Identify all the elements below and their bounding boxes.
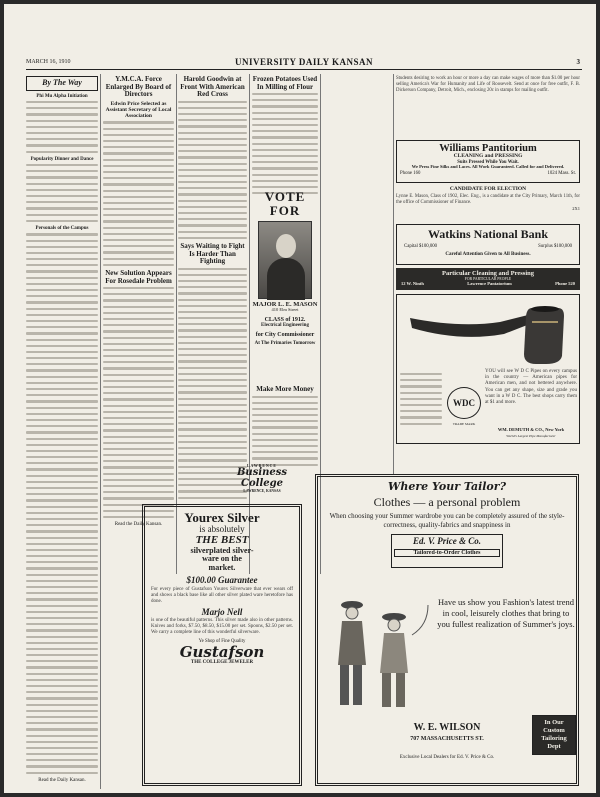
read-kansan: Read the Daily Kansan.	[114, 522, 163, 528]
wdc-maker: WM. DEMUTH & CO., New York	[497, 427, 565, 432]
wdc-badge	[447, 387, 481, 419]
cleaning-title: Particular Cleaning and Pressing	[441, 270, 535, 277]
yourex-pattern-copy: is one of the beautiful patterns. This silver made also in other patterns. Knives and forks, $7.50, $8.50, $15.00 per set. Spoons, $2.50 per set. We carry a complete line of this wonderful silverware.	[151, 617, 293, 635]
item-heading: Personals of the Campus	[35, 225, 89, 231]
bank-figures	[404, 244, 572, 249]
vote-for-ad	[251, 190, 319, 380]
article-title: Harold Goodwin at Front With American Red Cross	[180, 75, 245, 99]
gentlemen-illustration	[324, 595, 432, 713]
column-rule	[100, 74, 101, 789]
yourex-store: Gustafson	[179, 643, 265, 662]
cleaning-footer	[398, 281, 578, 286]
bank-surplus: Surplus $100,000	[538, 243, 572, 249]
bc-top: LAWRENCE	[247, 464, 277, 468]
column-rule	[249, 74, 250, 574]
article-title: New Solution Appears For Rosedale Problem	[105, 268, 172, 285]
text-block	[26, 233, 98, 774]
text-block	[252, 396, 318, 466]
yourex-l4: ware on the	[202, 554, 242, 564]
candidate-dept: Electrical Engineering	[261, 323, 309, 329]
price-label	[391, 534, 503, 568]
candidate-notice-code: 2X1	[572, 205, 580, 211]
wdc-badge-text: WDC	[453, 398, 475, 408]
yourex-name: Yourex Silver	[184, 510, 260, 525]
bc-city: LAWRENCE, KANSAS	[243, 488, 281, 493]
candidate-address: 410 Elm Street	[271, 307, 299, 313]
article-subtitle: Edwin Price Selected as Assistant Secretary of Local Association	[105, 100, 172, 119]
cleaning-left: 12 W. Ninth	[401, 281, 424, 287]
yourex-l2: THE BEST	[195, 533, 249, 546]
column-3	[178, 76, 247, 464]
cleaning-sub: FOR PARTICULAR PEOPLE	[464, 277, 512, 282]
column-1	[26, 76, 98, 788]
candidate-notice-text: Lynne E. Mason, Class of 1902, Elec. Eng., is a candidate at the City Primary, March 11th, for the office of Commissioner of Finance.	[396, 193, 580, 205]
yourex-ye-shop: Ye Shop of Fine Quality	[198, 638, 246, 644]
masthead	[26, 56, 582, 70]
cleaning-right: Phone 520	[555, 281, 575, 287]
yourex-guarantee: $100.00 Guarantee	[186, 574, 258, 585]
wilson-have: Have us show you Fashion's latest trend in cool, leisurely clothes that bring to you fullest realization of Summer's joys.	[437, 597, 575, 629]
price-label-line2: Tailored-to-Order Clothes	[394, 549, 500, 557]
column-rule	[393, 74, 394, 474]
pantitorium-deliver: We Press Fine Silks and Laces. All Work Guaranteed. Called for and Delivered.	[411, 164, 565, 170]
wdc-side-copy	[400, 371, 442, 431]
yourex-l5: market.	[208, 562, 236, 572]
by-the-way-heading: By The Way	[42, 78, 82, 87]
cleaning-ad	[396, 268, 580, 290]
custom-tailoring-badge: In Our Custom Tailoring Dept	[532, 715, 576, 755]
student-work-ad: Students desiring to work an hour or more a day can make wages of more than $1.00 per hour selling America's War for Humanity and Life of Roosevelt. Send at once for free outfit, F. B. Dickerson Company, Detroit, Mich., enclosing 20c in stamps for mailing outfit.	[396, 76, 580, 93]
bank-tagline: Careful Attention Given to All Business.	[445, 251, 531, 257]
yourex-pattern: Marjo Nell	[201, 607, 243, 618]
article-title: Make More Money	[256, 385, 314, 393]
wilson-intro: When choosing your Summer wardrobe you can be completely assured of the style-correctness, quality-fabrics and snappiness in	[329, 511, 565, 529]
article-title: Y.M.C.A. Force Enlarged By Board of Directors	[105, 75, 172, 99]
wdc-sub: World's Largest Pipe Manufacturer	[506, 434, 556, 438]
item-heading: Phi Mu Alpha Initiation	[36, 93, 88, 99]
column-rule	[176, 74, 177, 574]
wilson-headline: Where Your Tailor?	[387, 480, 507, 493]
portrait-uniform	[267, 258, 305, 300]
wilson-clothes-ad	[315, 474, 579, 786]
wilson-address: 707 MASSACHUSETTS ST.	[410, 736, 484, 742]
pantitorium-name: Williams Pantitorium	[439, 143, 537, 154]
pantitorium-address: 1024 Mass. St.	[547, 171, 576, 177]
column-4-lower	[252, 386, 318, 476]
text-block	[178, 101, 247, 239]
wilson-dealer: Exclusive Local Dealers for Ed. V. Price & Co.	[399, 755, 495, 760]
wdc-copy: YOU will see W D C Pipes on every campus in the country — American pipes for American men, and not bettered anywhere. You can get any shape, size and grade you want in a W D C. The best shops carry them at $1 and more.	[485, 369, 577, 406]
article-title: Says Waiting to Fight Is Harder Than Fighting	[180, 241, 245, 266]
wdc-trademark: TRADE MARK	[452, 422, 476, 426]
candidate-class: CLASS of 1912.	[264, 316, 306, 323]
candidate-office: for City Commissioner	[255, 331, 315, 338]
read-kansan: Read the Daily Kansan.	[38, 777, 86, 783]
by-the-way-box	[26, 76, 98, 91]
vote-heading: VOTE FOR	[264, 189, 306, 219]
pantitorium-tag: Suits Pressed While You Wait.	[457, 160, 519, 166]
bank-name: Watkins National Bank	[427, 227, 549, 241]
candidate-name: MAJOR L. E. MASON	[252, 301, 318, 309]
portrait-face	[276, 234, 296, 258]
text-block	[103, 121, 174, 266]
candidate-notice	[396, 187, 580, 221]
primaries-note: At The Primaries Tomorrow	[254, 341, 316, 347]
pantitorium-phone: Phone 160	[400, 171, 421, 177]
yourex-silver-ad	[142, 504, 302, 786]
pipe-illustration	[400, 298, 576, 366]
candidate-portrait	[258, 221, 312, 299]
wilson-clothes: Clothes — a personal problem	[373, 494, 521, 509]
newspaper-page	[4, 4, 596, 793]
text-block	[26, 164, 98, 222]
text-block	[26, 101, 98, 153]
yourex-l1: is absolutely	[199, 524, 245, 535]
article-title: Frozen Potatoes Used In Milling of Flour	[252, 75, 318, 91]
masthead-title: UNIVERSITY DAILY KANSAN	[234, 57, 374, 67]
masthead-date: MARCH 16, 1910	[26, 59, 71, 65]
masthead-page: 3	[576, 58, 580, 66]
item-heading: Popularity Dinner and Dance	[30, 156, 94, 162]
text-block	[252, 93, 318, 194]
pantitorium-ad	[396, 140, 580, 183]
yourex-store-sub: THE COLLEGE JEWELER	[190, 660, 254, 666]
yourex-l3: silverplated silver-	[190, 545, 254, 555]
bank-ad	[396, 224, 580, 265]
price-label-line1: Ed. V. Price & Co.	[412, 535, 482, 546]
bc-name: Business College	[236, 467, 288, 489]
bank-capital: Capital $100,000	[404, 243, 438, 249]
yourex-copy: For every piece of Gustafson Yourex Silverware that ever wears off and shows a black base like all other silver plated ware heretofore has done.	[151, 587, 293, 605]
pantitorium-service: CLEANING and PRESSING	[453, 153, 523, 160]
column-2	[103, 75, 174, 528]
cleaning-middle: Lawrence Pantatorium	[467, 281, 512, 287]
wilson-name: W. E. WILSON	[413, 722, 481, 733]
wdc-pipe-ad	[396, 294, 580, 444]
candidate-notice-heading: CANDIDATE FOR ELECTION	[449, 186, 527, 192]
text-block	[103, 287, 174, 518]
business-college-logo	[220, 464, 304, 494]
pantitorium-footer	[400, 171, 576, 176]
